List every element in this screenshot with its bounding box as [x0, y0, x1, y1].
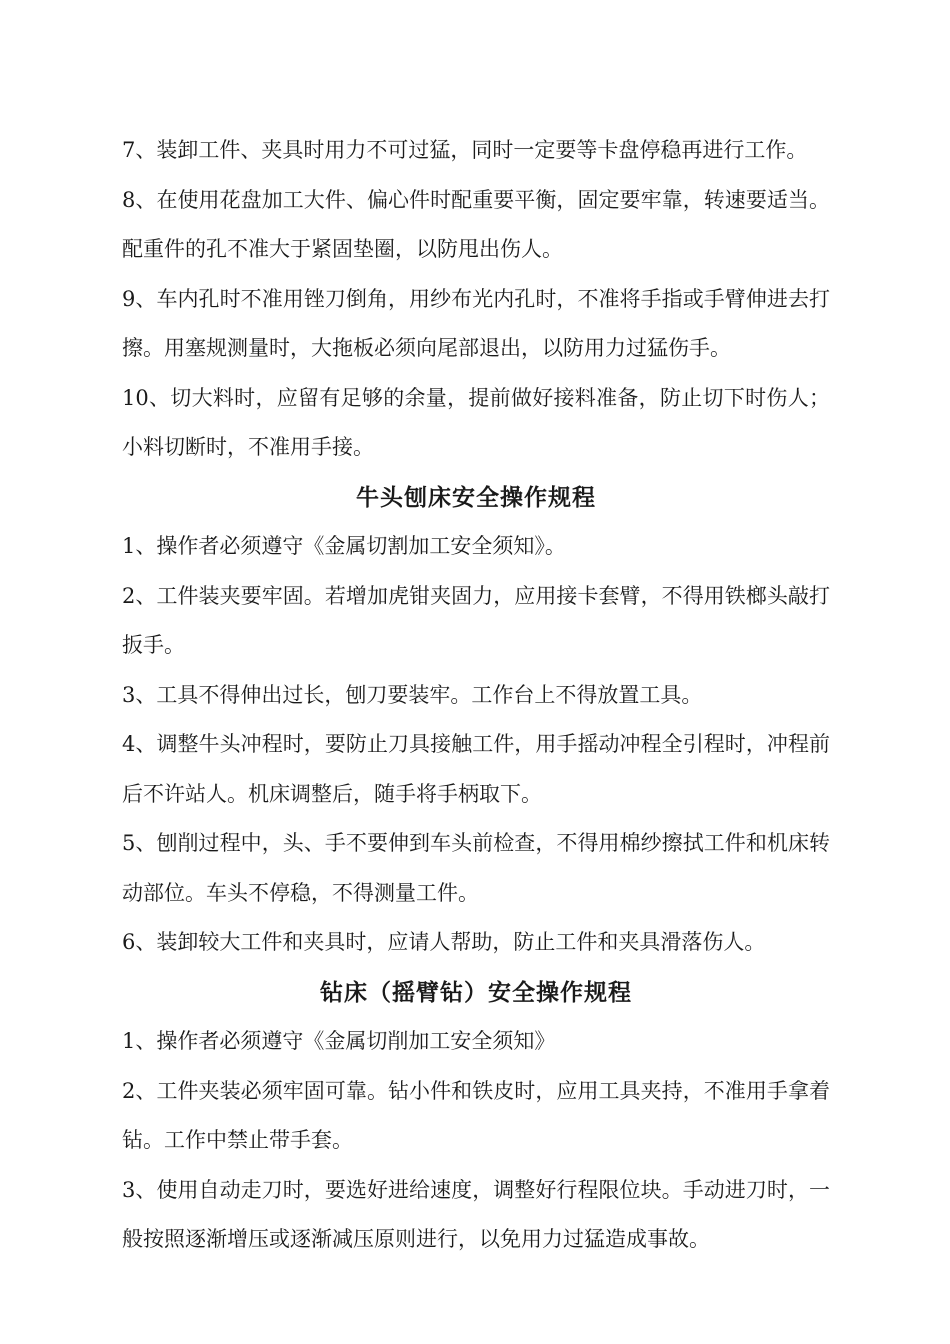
- rule-item: 2、工件夹装必须牢固可靠。钻小件和铁皮时，应用工具夹持，不准用手拿着钻。工作中禁止带手套。: [122, 1078, 830, 1152]
- rule-item: 7、装卸工件、夹具时用力不可过猛，同时一定要等卡盘停稳再进行工作。: [122, 138, 808, 162]
- rule-item: 9、车内孔时不准用锉刀倒角，用纱布光内孔时，不准将手指或手臂伸进去打擦。用塞规测量时，大拖板必须向尾部退出，以防用力过猛伤手。: [122, 286, 830, 360]
- section-title-shaper: 牛头刨床安全操作规程: [356, 483, 596, 511]
- document-body: [122, 126, 830, 1265]
- rule-item: 4、调整牛头冲程时，要防止刀具接触工件，用手摇动冲程全引程时，冲程前后不许站人。机床调整后，随手将手柄取下。: [122, 732, 830, 806]
- rule-item: 10、切大料时，应留有足够的余量，提前做好接料准备，防止切下时伤人；小料切断时，不准用手接。: [122, 385, 830, 459]
- rule-item: 6、装卸较大工件和夹具时，应请人帮助，防止工件和夹具滑落伤人。: [122, 930, 766, 954]
- rule-item: 5、刨削过程中，头、手不要伸到车头前检查，不得用棉纱擦拭工件和机床转动部位。车头不停稳，不得测量工件。: [122, 831, 830, 905]
- rule-item: 2、工件装夹要牢固。若增加虎钳夹固力，应用接卡套臂，不得用铁榔头敲打扳手。: [122, 583, 830, 657]
- rule-item: 8、在使用花盘加工大件、偏心件时配重要平衡，固定要牢靠，转速要适当。配重件的孔不准大于紧固垫圈，以防甩出伤人。: [122, 187, 830, 261]
- rule-item: 3、使用自动走刀时，要选好进给速度，调整好行程限位块。手动进刀时，一般按照逐渐增压或逐渐减压原则进行，以免用力过猛造成事故。: [122, 1177, 830, 1251]
- rule-item: 1、操作者必须遵守《金属切削加工安全须知》: [122, 1029, 556, 1053]
- rule-item: 3、工具不得伸出过长，刨刀要装牢。工作台上不得放置工具。: [122, 682, 703, 707]
- section-title-drill: 钻床（摇臂钻）安全操作规程: [320, 978, 632, 1006]
- rule-item: 1、操作者必须遵守《金属切割加工安全须知》。: [122, 534, 566, 558]
